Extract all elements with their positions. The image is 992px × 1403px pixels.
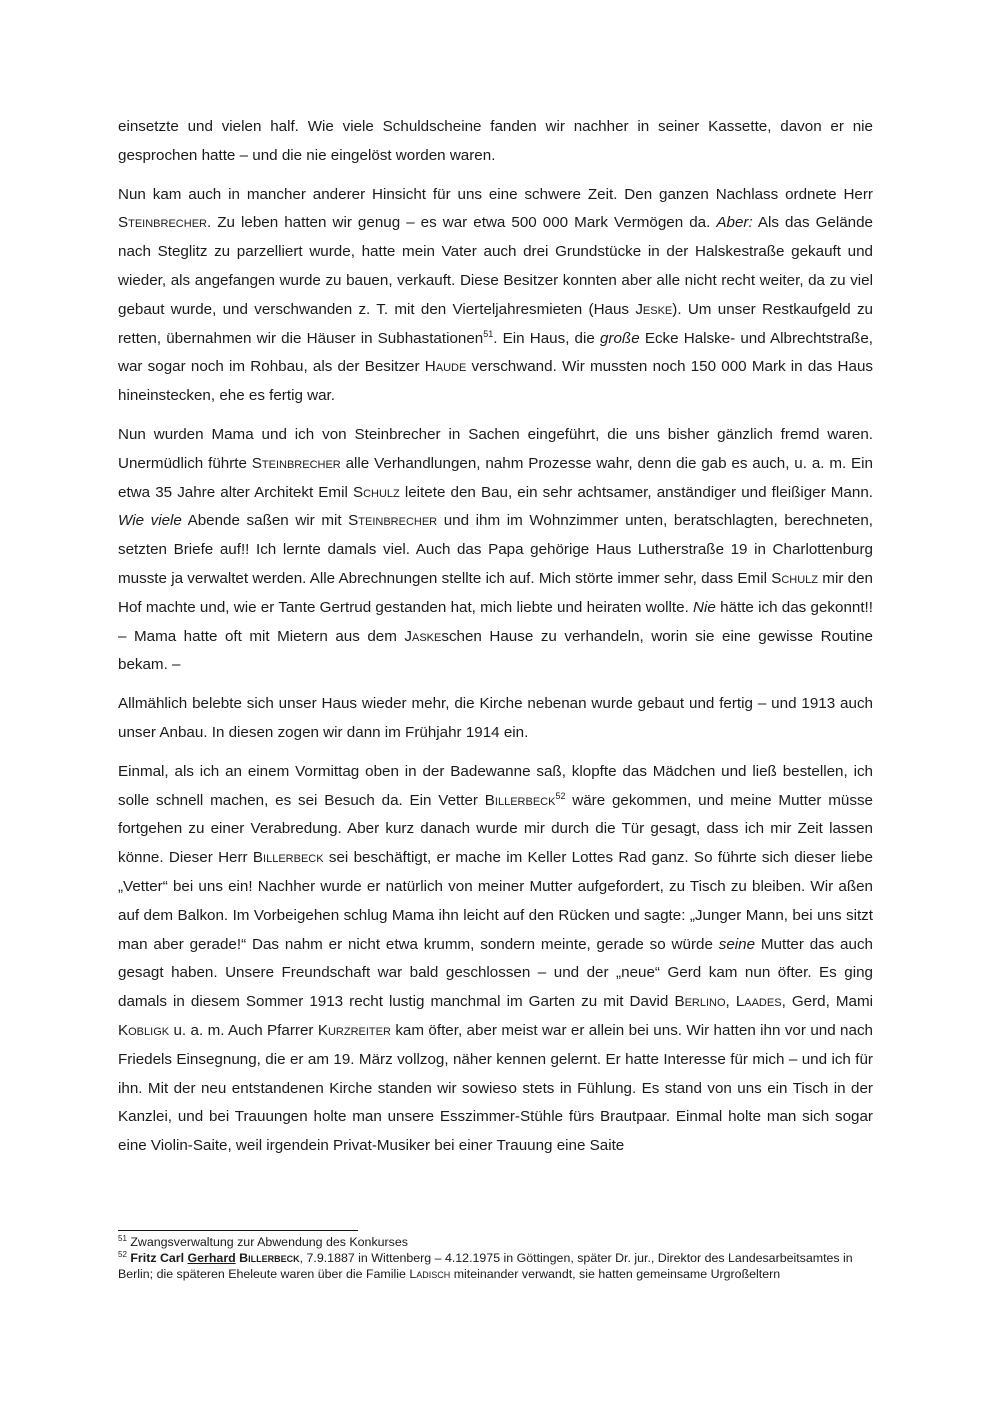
person-name: Steinbrecher (251, 454, 341, 472)
footnote-text: Zwangsverwaltung zur Abwendung des Konkurses (130, 1235, 408, 1249)
text-run: Nun kam auch in mancher anderer Hinsicht für uns eine schwere Zeit. Den ganzen Nachlass ordnete Herr (118, 185, 873, 203)
text-run: Abende saßen wir mit (181, 512, 349, 530)
person-name: Ladisch (409, 1267, 451, 1281)
text-run: verschwand. Wir mussten noch 150 000 Mark in das Haus hineinstecken, ehe es fertig war. (118, 358, 873, 405)
footnote (118, 1234, 873, 1250)
paragraph (118, 181, 873, 411)
footnote-ref[interactable]: 51 (483, 328, 494, 339)
text-run: . Ein Haus, die (493, 329, 600, 347)
text-run: sei beschäftigt, er mache im Keller Lottes Rad ganz. So führte sich dieser liebe „Vetter“ bei uns ein! Nachher wurde er natürlich von meiner Mutter aufgefordert, zu Tisch zu bleiben. Wir aßen auf dem Balkon. Im Vorbeigehen schlug Mama ihn leicht auf den Rücken und sagte: „Junger Mann, bei uns sitzt man aber gerade!“ Das nahm er nicht etwa krumm, sondern meinte, gerade so würde (118, 849, 873, 953)
text-run: Mutter das auch gesagt haben. Unsere Freundschaft war bald geschlossen – und der „neue“ Gerd kam nun öfter. Es ging damals in diesem Sommer 1913 recht lustig manchmal im Garten zu mit David (118, 935, 873, 1011)
person-name: Jeske (635, 300, 673, 318)
footnote-number: 52 (118, 1250, 127, 1259)
emphasis: Nie (693, 598, 716, 616)
text-run: alle Verhandlungen, nahm Prozesse wahr, denn die gab es auch, u. a. m. Ein etwa 35 Jahre alter Architekt Emil (118, 454, 873, 501)
person-name: Steinbrecher (348, 512, 438, 530)
person-name: Schulz (352, 483, 400, 501)
footnotes (118, 1230, 873, 1282)
text-run: Nun wurden Mama und ich von Steinbrecher in Sachen eingeführt, die uns bisher gänzlich fremd waren. Unermüdlich führte (118, 425, 873, 472)
text-run: kam öfter, aber meist war er allein bei uns. Wir hatten ihn vor und nach Friedels Einsegnung, die er am 19. März vollzog, näher kennen gelernt. Er hatte Interesse für mich – und ich für ihn. Mit der neu entstandenen Kirche standen wir sowieso stets in Fühlung. Es stand von uns ein Tisch in der Kanzlei, und bei Trauungen holte man unsere Esszimmer-Stühle fürs Brautpaar. Einmal holte man sich sogar eine Violin-Saite, weil irgendein Privat-Musiker bei einer Trauung eine Saite (118, 1021, 873, 1155)
text-run: Als das Gelände nach Steglitz zu parzelliert wurde, hatte mein Vater auch drei Grundstücke in der Halskestraße gekauft und wieder, als angefangen wurde zu bauen, verkauft. Diese Besitzer konnten aber alle nicht recht weiter, da zu viel gebaut wurde, und verschwanden z. T. mit den Vierteljahresmieten (Haus (118, 214, 873, 318)
person-name: Kurzreiter (317, 1021, 391, 1039)
text-run: und ihm im Wohnzimmer unten, beratschlagten, berechneten, setzten Briefe auf!! Ich lernte damals viel. Auch das Papa gehörige Haus Lutherstraße 19 in Charlottenburg musste ja verwaltet werden. Alle Abrechnungen stellte ich auf. Mich störte immer sehr, dass Emil (118, 512, 873, 587)
person-name: Gerhard (187, 1251, 236, 1265)
text-run: Ecke Halske- und Albrechtstraße, war sogar noch im Rohbau, als der Besitzer (118, 329, 873, 376)
text-run: , (725, 993, 736, 1011)
person-name: Berlino (674, 993, 726, 1011)
paragraph-text: Allmählich belebte sich unser Haus wieder mehr, die Kirche nebenan wurde gebaut und fertig – und 1913 auch unser Anbau. In diesen zogen wir dann im Frühjahr 1914 ein. (118, 695, 873, 741)
person-name: Schulz (771, 569, 819, 587)
footnote-separator (118, 1230, 358, 1231)
paragraph (118, 421, 873, 680)
person-name: Steinbrecher (118, 214, 207, 232)
text-run: mir den Hof machte und, wie er Tante Gertrud gestanden hat, mich liebte und heiraten wollte. (118, 569, 873, 616)
text-run: leitete den Bau, ein sehr achtsamer, anständiger und fleißiger Mann. (399, 483, 873, 501)
person-name: Billerbeck (484, 791, 556, 809)
footnote-text: miteinander verwandt, sie hatten gemeinsame Urgroßeltern (450, 1267, 781, 1281)
person-name: Fritz Carl (130, 1251, 188, 1265)
person-name: Kobligk (118, 1021, 170, 1039)
footnote (118, 1250, 873, 1282)
person-name: Jaske (404, 627, 442, 645)
text-run: schen Hause zu verhandeln, worin sie eine gewisse Routine bekam. – (118, 627, 873, 674)
footnote-ref[interactable]: 52 (555, 790, 566, 801)
person-name: Laades (735, 993, 782, 1011)
text-run: wäre gekommen, und meine Mutter müsse fortgehen zu einer Verabredung. Aber kurz danach wurde mir durch die Tür gesagt, dass ich mir Zeit lassen könne. Dieser Herr (118, 791, 873, 867)
paragraph (118, 690, 873, 748)
text-run: . Zu leben hatten wir genug – es war etwa 500 000 Mark Vermögen da. (206, 214, 717, 232)
document-body (118, 113, 873, 1171)
paragraph (118, 758, 873, 1161)
paragraph-text: einsetzte und vielen half. Wie viele Schuldscheine fanden wir nachher in seiner Kassette, davon er nie gesprochen hatte – und die nie eingelöst worden waren. (118, 118, 873, 164)
emphasis: Aber: (716, 214, 753, 232)
footnote-number: 51 (118, 1234, 127, 1243)
person-name: Billerbeck (252, 849, 324, 867)
emphasis: seine (718, 935, 756, 953)
text-run: hätte ich das gekonnt!! – Mama hatte oft mit Mietern aus dem (118, 598, 873, 645)
person-name: Haude (424, 358, 467, 376)
text-run: Einmal, als ich an einem Vormittag oben in der Badewanne saß, klopfte das Mädchen und ließ bestellen, ich solle schnell machen, es sei Besuch da. Ein Vetter (118, 762, 873, 809)
text-run: ). Um unser Restkaufgeld zu retten, übernahmen wir die Häuser in Subhastationen (118, 300, 873, 347)
footnote-text: , 7.9.1887 in Wittenberg – 4.12.1975 in Göttingen, später Dr. jur., Direktor des Landesarbeitsamtes in Berlin; die späteren Eheleute waren über die Familie (118, 1251, 853, 1281)
emphasis: Wie viele (118, 512, 182, 530)
text-run: u. a. m. Auch Pfarrer (169, 1021, 318, 1039)
emphasis: große (599, 329, 640, 347)
person-name: Billerbeck (239, 1251, 300, 1265)
text-run: , Gerd, Mami (781, 993, 873, 1011)
paragraph (118, 113, 873, 171)
